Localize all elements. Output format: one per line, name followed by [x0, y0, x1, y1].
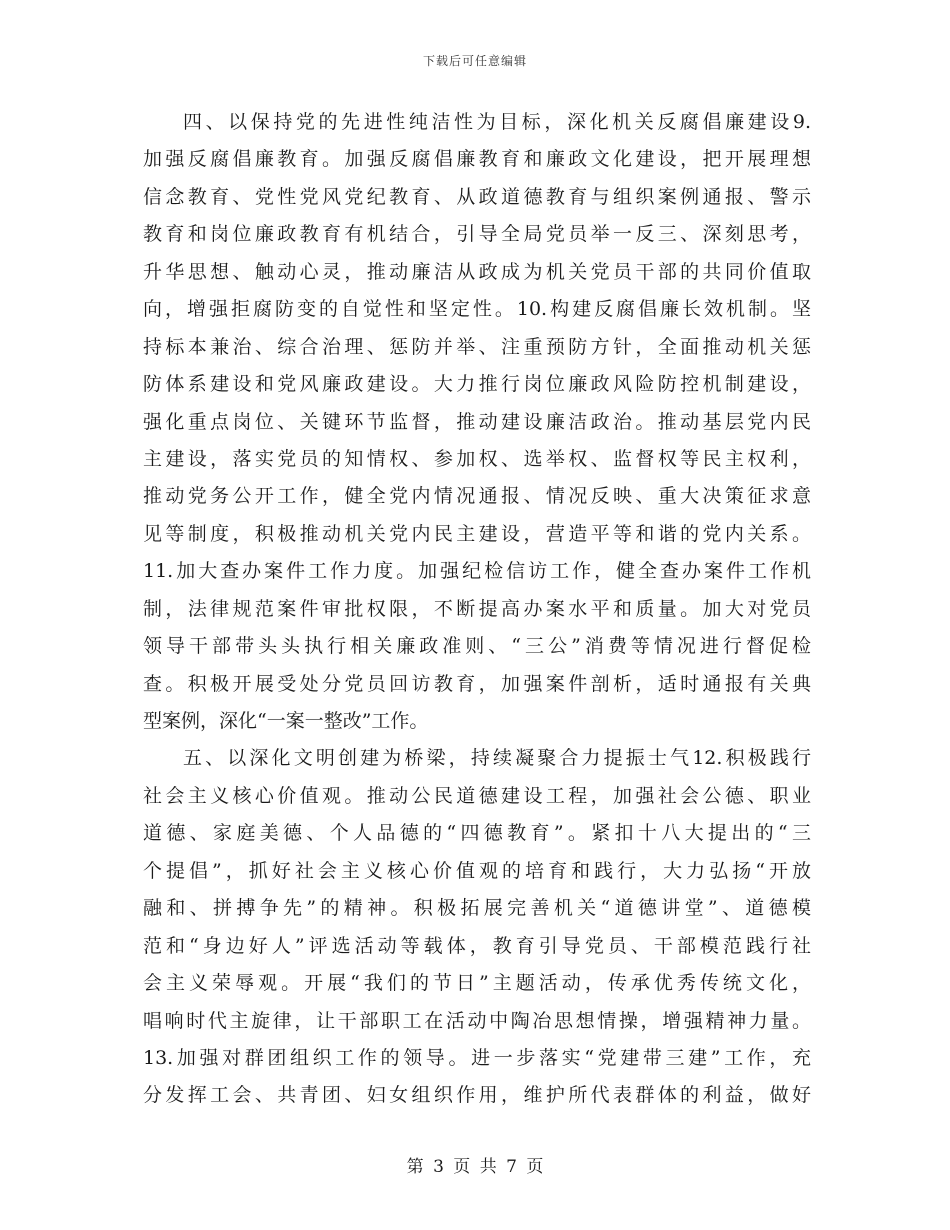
- text-line: 四、以保持党的先进性纯洁性为目标，深化机关反腐倡廉建设9.: [183, 111, 811, 133]
- text-line: 制，法律规范案件审批权限，不断提高办案水平和质量。加大对党员: [143, 597, 811, 620]
- text-line: 13.加强对群团组织工作的领导。进一步落实“党建带三建”工作，充: [143, 1046, 811, 1069]
- text-line: 个提倡”，抓好社会主义核心价值观的培育和践行，大力弘扬“开放: [143, 859, 811, 882]
- text-line: 型案例，深化“一案一整改”工作。: [143, 710, 429, 732]
- text-line: 向，增强拒腐防变的自觉性和坚定性。10.构建反腐倡廉长效机制。坚: [143, 298, 811, 321]
- text-line: 道德、家庭美德、个人品德的“四德教育”。紧扣十八大提出的“三: [143, 822, 811, 845]
- text-line: 加强反腐倡廉教育。加强反腐倡廉教育和廉政文化建设，把开展理想: [143, 148, 811, 171]
- text-line: 强化重点岗位、关键环节监督，推动建设廉洁政治。推动基层党内民: [143, 410, 811, 433]
- page-number: 第 3 页 共 7 页: [406, 1157, 544, 1177]
- text-line: 11.加大查办案件工作力度。加强纪检信访工作，健全查办案件工作机: [143, 560, 811, 583]
- text-line: 范和“身边好人”评选活动等载体，教育引导党员、干部模范践行社: [143, 934, 811, 957]
- text-line: 会主义荣辱观。开展“我们的节日”主题活动，传承优秀传统文化，: [143, 972, 811, 995]
- header-note: 下载后可任意编辑: [422, 54, 527, 68]
- text-line: 五、以深化文明创建为桥梁，持续凝聚合力提振士气12.积极践行: [183, 747, 811, 770]
- text-line: 唱响时代主旋律，让干部职工在活动中陶冶思想情操，增强精神力量。: [143, 1009, 811, 1032]
- text-line: 融和、拼搏争先”的精神。积极拓展完善机关“道德讲堂”、道德模: [143, 897, 811, 920]
- text-line: 分发挥工会、共青团、妇女组织作用，维护所代表群体的利益，做好: [143, 1084, 811, 1107]
- document-body: [143, 104, 811, 1115]
- text-line: 防体系建设和党风廉政建设。大力推行岗位廉政风险防控机制建设，: [143, 373, 811, 396]
- text-line: 信念教育、党性党风党纪教育、从政道德教育与组织案例通报、警示: [143, 185, 811, 208]
- text-line: 教育和岗位廉政教育有机结合，引导全局党员举一反三、深刻思考，: [143, 223, 811, 246]
- text-line: 社会主义核心价值观。推动公民道德建设工程，加强社会公德、职业: [143, 784, 811, 807]
- text-line: 见等制度，积极推动机关党内民主建设，营造平等和谐的党内关系。: [143, 522, 811, 545]
- text-line: 推动党务公开工作，健全党内情况通报、情况反映、重大决策征求意: [143, 485, 811, 508]
- text-line: 查。积极开展受处分党员回访教育，加强案件剖析，适时通报有关典: [143, 672, 811, 695]
- text-line: 主建设，落实党员的知情权、参加权、选举权、监督权等民主权利，: [143, 447, 811, 470]
- text-line: 领导干部带头头执行相关廉政准则、“三公”消费等情况进行督促检: [143, 635, 811, 658]
- text-line: 持标本兼治、综合治理、惩防并举、注重预防方针，全面推动机关惩: [143, 335, 811, 358]
- text-line: 升华思想、触动心灵，推动廉洁从政成为机关党员干部的共同价值取: [143, 260, 811, 283]
